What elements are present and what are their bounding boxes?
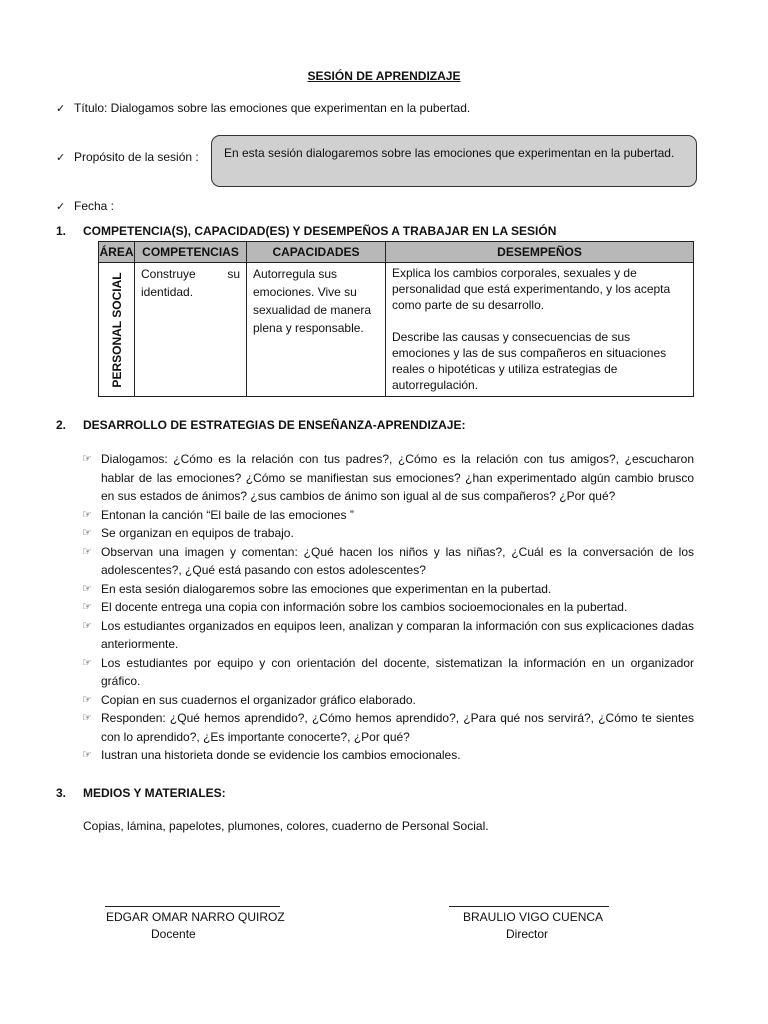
pointing-hand-icon: ☞ bbox=[82, 453, 92, 465]
list-item: ☞ Dialogamos: ¿Cómo es la relación con tus padres?, ¿Cómo es la relación con tus amigos?, ¿escucharon hablar de las emociones? ¿Cómo se manifiestan sus emociones? ¿han experimentado algún cambio brusco en sus estados de ánimos? ¿sus cambios de ánimo son igual al de sus compañeros? ¿Por qué? bbox=[82, 450, 694, 506]
fecha-row bbox=[56, 199, 114, 213]
list-item: ☞ En esta sesión dialogaremos sobre las emociones que experimentan en la pubertad. bbox=[82, 580, 694, 599]
column-header-capacidades: CAPACIDADES bbox=[247, 242, 386, 263]
section-1-heading bbox=[56, 224, 556, 238]
titulo-text: Título: Dialogamos sobre las emociones que experimentan en la pubertad. bbox=[74, 101, 471, 115]
list-item: ☞ Los estudiantes por equipo y con orientación del docente, sistematizan la información en un organizador gráfico. bbox=[82, 654, 694, 691]
section-title: MEDIOS Y MATERIALES: bbox=[83, 786, 226, 800]
signature-role-director: Director bbox=[506, 927, 549, 941]
checkmark-icon: ✓ bbox=[56, 151, 66, 164]
list-item: ☞ El docente entrega una copia con información sobre los cambios socioemocionales en la pubertad. bbox=[82, 598, 694, 617]
pointing-hand-icon: ☞ bbox=[82, 527, 92, 539]
list-item: ☞ Responden: ¿Qué hemos aprendido?, ¿Cómo hemos aprendido?, ¿Para qué nos servirá?, ¿Cómo te sientes con lo aprendido?, ¿Es importante conocerte?, ¿Por qué? bbox=[82, 709, 694, 746]
pointing-hand-icon: ☞ bbox=[82, 508, 92, 521]
list-item: ☞ Se organizan en equipos de trabajo. bbox=[82, 524, 694, 543]
list-item: ☞ Los estudiantes organizados en equipos leen, analizan y comparan la información con sus explicaciones dadas anteriormente. bbox=[82, 617, 694, 654]
signature-role-docente: Docente bbox=[151, 927, 196, 941]
column-header-competencias: COMPETENCIAS bbox=[135, 242, 247, 263]
section-title: COMPETENCIA(S), CAPACIDAD(ES) Y DESEMPEÑOS A TRABAJAR EN LA SESIÓN bbox=[83, 224, 557, 238]
materials-text: Copias, lámina, papelotes, plumones, colores, cuaderno de Personal Social. bbox=[83, 819, 489, 833]
list-item: ☞ Copian en sus cuadernos el organizador gráfico elaborado. bbox=[82, 691, 694, 710]
checkmark-icon: ✓ bbox=[56, 102, 66, 115]
pointing-hand-icon: ☞ bbox=[82, 582, 92, 595]
section-2-heading bbox=[56, 418, 465, 432]
section-number: 3. bbox=[56, 786, 67, 800]
section-number: 2. bbox=[56, 418, 67, 432]
section-title: DESARROLLO DE ESTRATEGIAS DE ENSEÑANZA-APRENDIZAJE: bbox=[83, 418, 466, 432]
signature-line bbox=[449, 906, 609, 907]
proposito-label: Propósito de la sesión : bbox=[74, 150, 199, 164]
pointing-hand-icon: ☞ bbox=[82, 545, 92, 558]
pointing-hand-icon: ☞ bbox=[82, 749, 92, 761]
signature-line bbox=[105, 906, 280, 907]
titulo-row bbox=[56, 101, 470, 115]
section-number: 1. bbox=[56, 224, 67, 238]
list-item: ☞ Entonan la canción “El baile de las emociones ” bbox=[82, 506, 694, 525]
desempeno-item: Explica los cambios corporales, sexuales y de personalidad que está experimentando, y los acepta como parte de su desarrollo. bbox=[392, 266, 671, 312]
competencias-cell: Construye su identidad. bbox=[135, 263, 247, 397]
pointing-hand-icon: ☞ bbox=[82, 601, 92, 613]
column-header-area: ÁREA bbox=[99, 242, 135, 263]
column-header-desempenos: DESEMPEÑOS bbox=[386, 242, 694, 263]
checkmark-icon: ✓ bbox=[56, 200, 66, 213]
area-cell bbox=[99, 263, 135, 397]
proposito-box bbox=[211, 135, 697, 187]
area-text: PERSONAL SOCIAL bbox=[109, 271, 124, 388]
proposito-text: En esta sesión dialogaremos sobre las emociones que experimentan en la pubertad. bbox=[224, 146, 675, 160]
table-row bbox=[99, 263, 694, 397]
proposito-row bbox=[56, 150, 199, 164]
pointing-hand-icon: ☞ bbox=[82, 619, 92, 632]
list-item: ☞ Iustran una historieta donde se evidencie los cambios emocionales. bbox=[82, 746, 694, 765]
competencias-table bbox=[98, 241, 694, 397]
pointing-hand-icon: ☞ bbox=[82, 712, 92, 724]
signature-name-director: BRAULIO VIGO CUENCA bbox=[463, 910, 604, 924]
signature-name-docente: EDGAR OMAR NARRO QUIROZ bbox=[106, 910, 285, 924]
list-item: ☞ Observan una imagen y comentan: ¿Qué hacen los niños y las niñas?, ¿Cuál es la conversación de los adolescentes?, ¿Qué está pasando con estos adolescentes? bbox=[82, 543, 694, 580]
fecha-label: Fecha : bbox=[74, 199, 115, 213]
table-header-row bbox=[99, 242, 694, 263]
section-3-heading bbox=[56, 786, 226, 800]
pointing-hand-icon: ☞ bbox=[82, 656, 92, 669]
desempenos-cell bbox=[386, 263, 694, 397]
capacidades-cell: Autorregula sus emociones. Vive su sexualidad de manera plena y responsable. bbox=[247, 263, 386, 397]
desempeno-item: Describe las causas y consecuencias de sus emociones y las de sus compañeros en situaciones reales o hipotéticas y utiliza estrategias de autorregulación. bbox=[392, 330, 667, 392]
strategy-list bbox=[82, 450, 694, 765]
document-title: SESIÓN DE APRENDIZAJE bbox=[307, 69, 461, 83]
pointing-hand-icon: ☞ bbox=[82, 693, 92, 706]
